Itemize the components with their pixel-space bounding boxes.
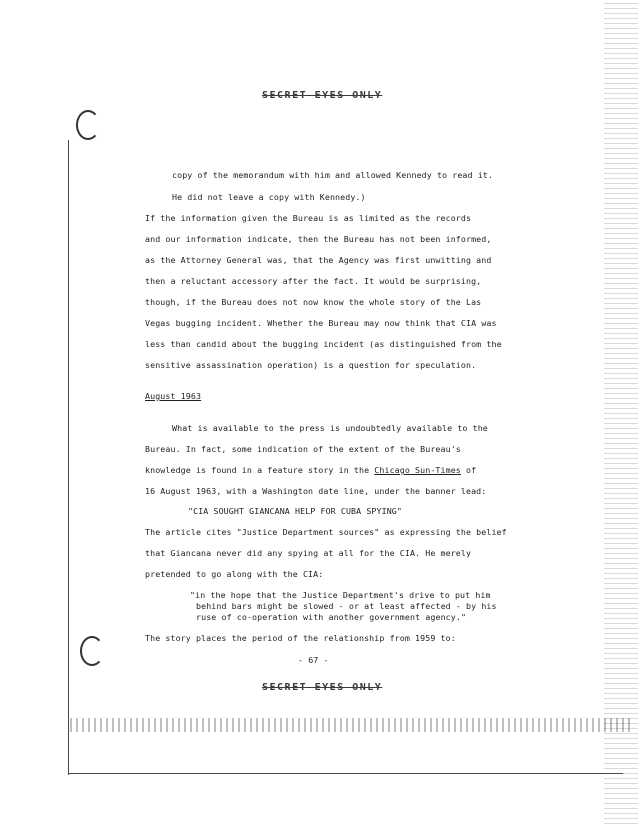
section-heading: August 1963 bbox=[145, 391, 202, 401]
body-line: Vegas bugging incident. Whether the Bureau may now think that CIA was bbox=[145, 318, 497, 328]
punch-hole-bottom bbox=[80, 636, 104, 666]
body-line: that Giancana never did any spying at all for the CIA. He merely bbox=[145, 548, 472, 558]
newspaper-name: Chicago Sun-Times bbox=[374, 465, 461, 475]
body-line: If the information given the Bureau is as limited as the records bbox=[145, 213, 472, 223]
quote-line: "in the hope that the Justice Department's drive to put him bbox=[190, 590, 491, 600]
classification-stamp-bottom: SECRET EYES ONLY bbox=[262, 682, 383, 693]
classification-stamp-top: SECRET EYES ONLY bbox=[262, 90, 383, 101]
body-line: The story places the period of the relationship from 1959 to: bbox=[145, 633, 456, 643]
body-line: as the Attorney General was, that the Agency was first unwitting and bbox=[145, 255, 492, 265]
body-line: He did not leave a copy with Kennedy.) bbox=[172, 192, 366, 202]
body-line: though, if the Bureau does not now know the whole story of the Las bbox=[145, 297, 482, 307]
quote-line: behind bars might be slowed - or at least affected - by his bbox=[196, 601, 497, 611]
quote-line: ruse of co-operation with another government agency." bbox=[196, 612, 467, 622]
body-line: pretended to go along with the CIA: bbox=[145, 569, 324, 579]
body-text: of bbox=[460, 465, 477, 475]
body-line: and our information indicate, then the Bureau has not been informed, bbox=[145, 234, 492, 244]
page-border-left bbox=[68, 140, 69, 775]
body-line bbox=[145, 465, 476, 476]
punch-hole-top bbox=[76, 110, 100, 140]
body-line: The article cites "Justice Department sources" as expressing the belief bbox=[145, 527, 507, 537]
body-line: copy of the memorandum with him and allowed Kennedy to read it. bbox=[172, 170, 493, 180]
body-line: Bureau. In fact, some indication of the extent of the Bureau's bbox=[145, 444, 461, 454]
body-line: 16 August 1963, with a Washington date line, under the banner lead: bbox=[145, 486, 487, 496]
body-line: less than candid about the bugging incident (as distinguished from the bbox=[145, 339, 502, 349]
scan-noise-bottom bbox=[70, 718, 630, 732]
page-border-bottom bbox=[68, 773, 623, 774]
body-line: then a reluctant accessory after the fact. It would be surprising, bbox=[145, 276, 482, 286]
page-number: - 67 - bbox=[298, 655, 329, 665]
body-line: What is available to the press is undoubtedly available to the bbox=[172, 423, 488, 433]
body-text: knowledge is found in a feature story in the bbox=[145, 465, 375, 475]
banner-headline: "CIA SOUGHT GIANCANA HELP FOR CUBA SPYING" bbox=[188, 506, 402, 516]
body-line: sensitive assassination operation) is a question for speculation. bbox=[145, 360, 477, 370]
scan-noise-right bbox=[604, 0, 638, 824]
